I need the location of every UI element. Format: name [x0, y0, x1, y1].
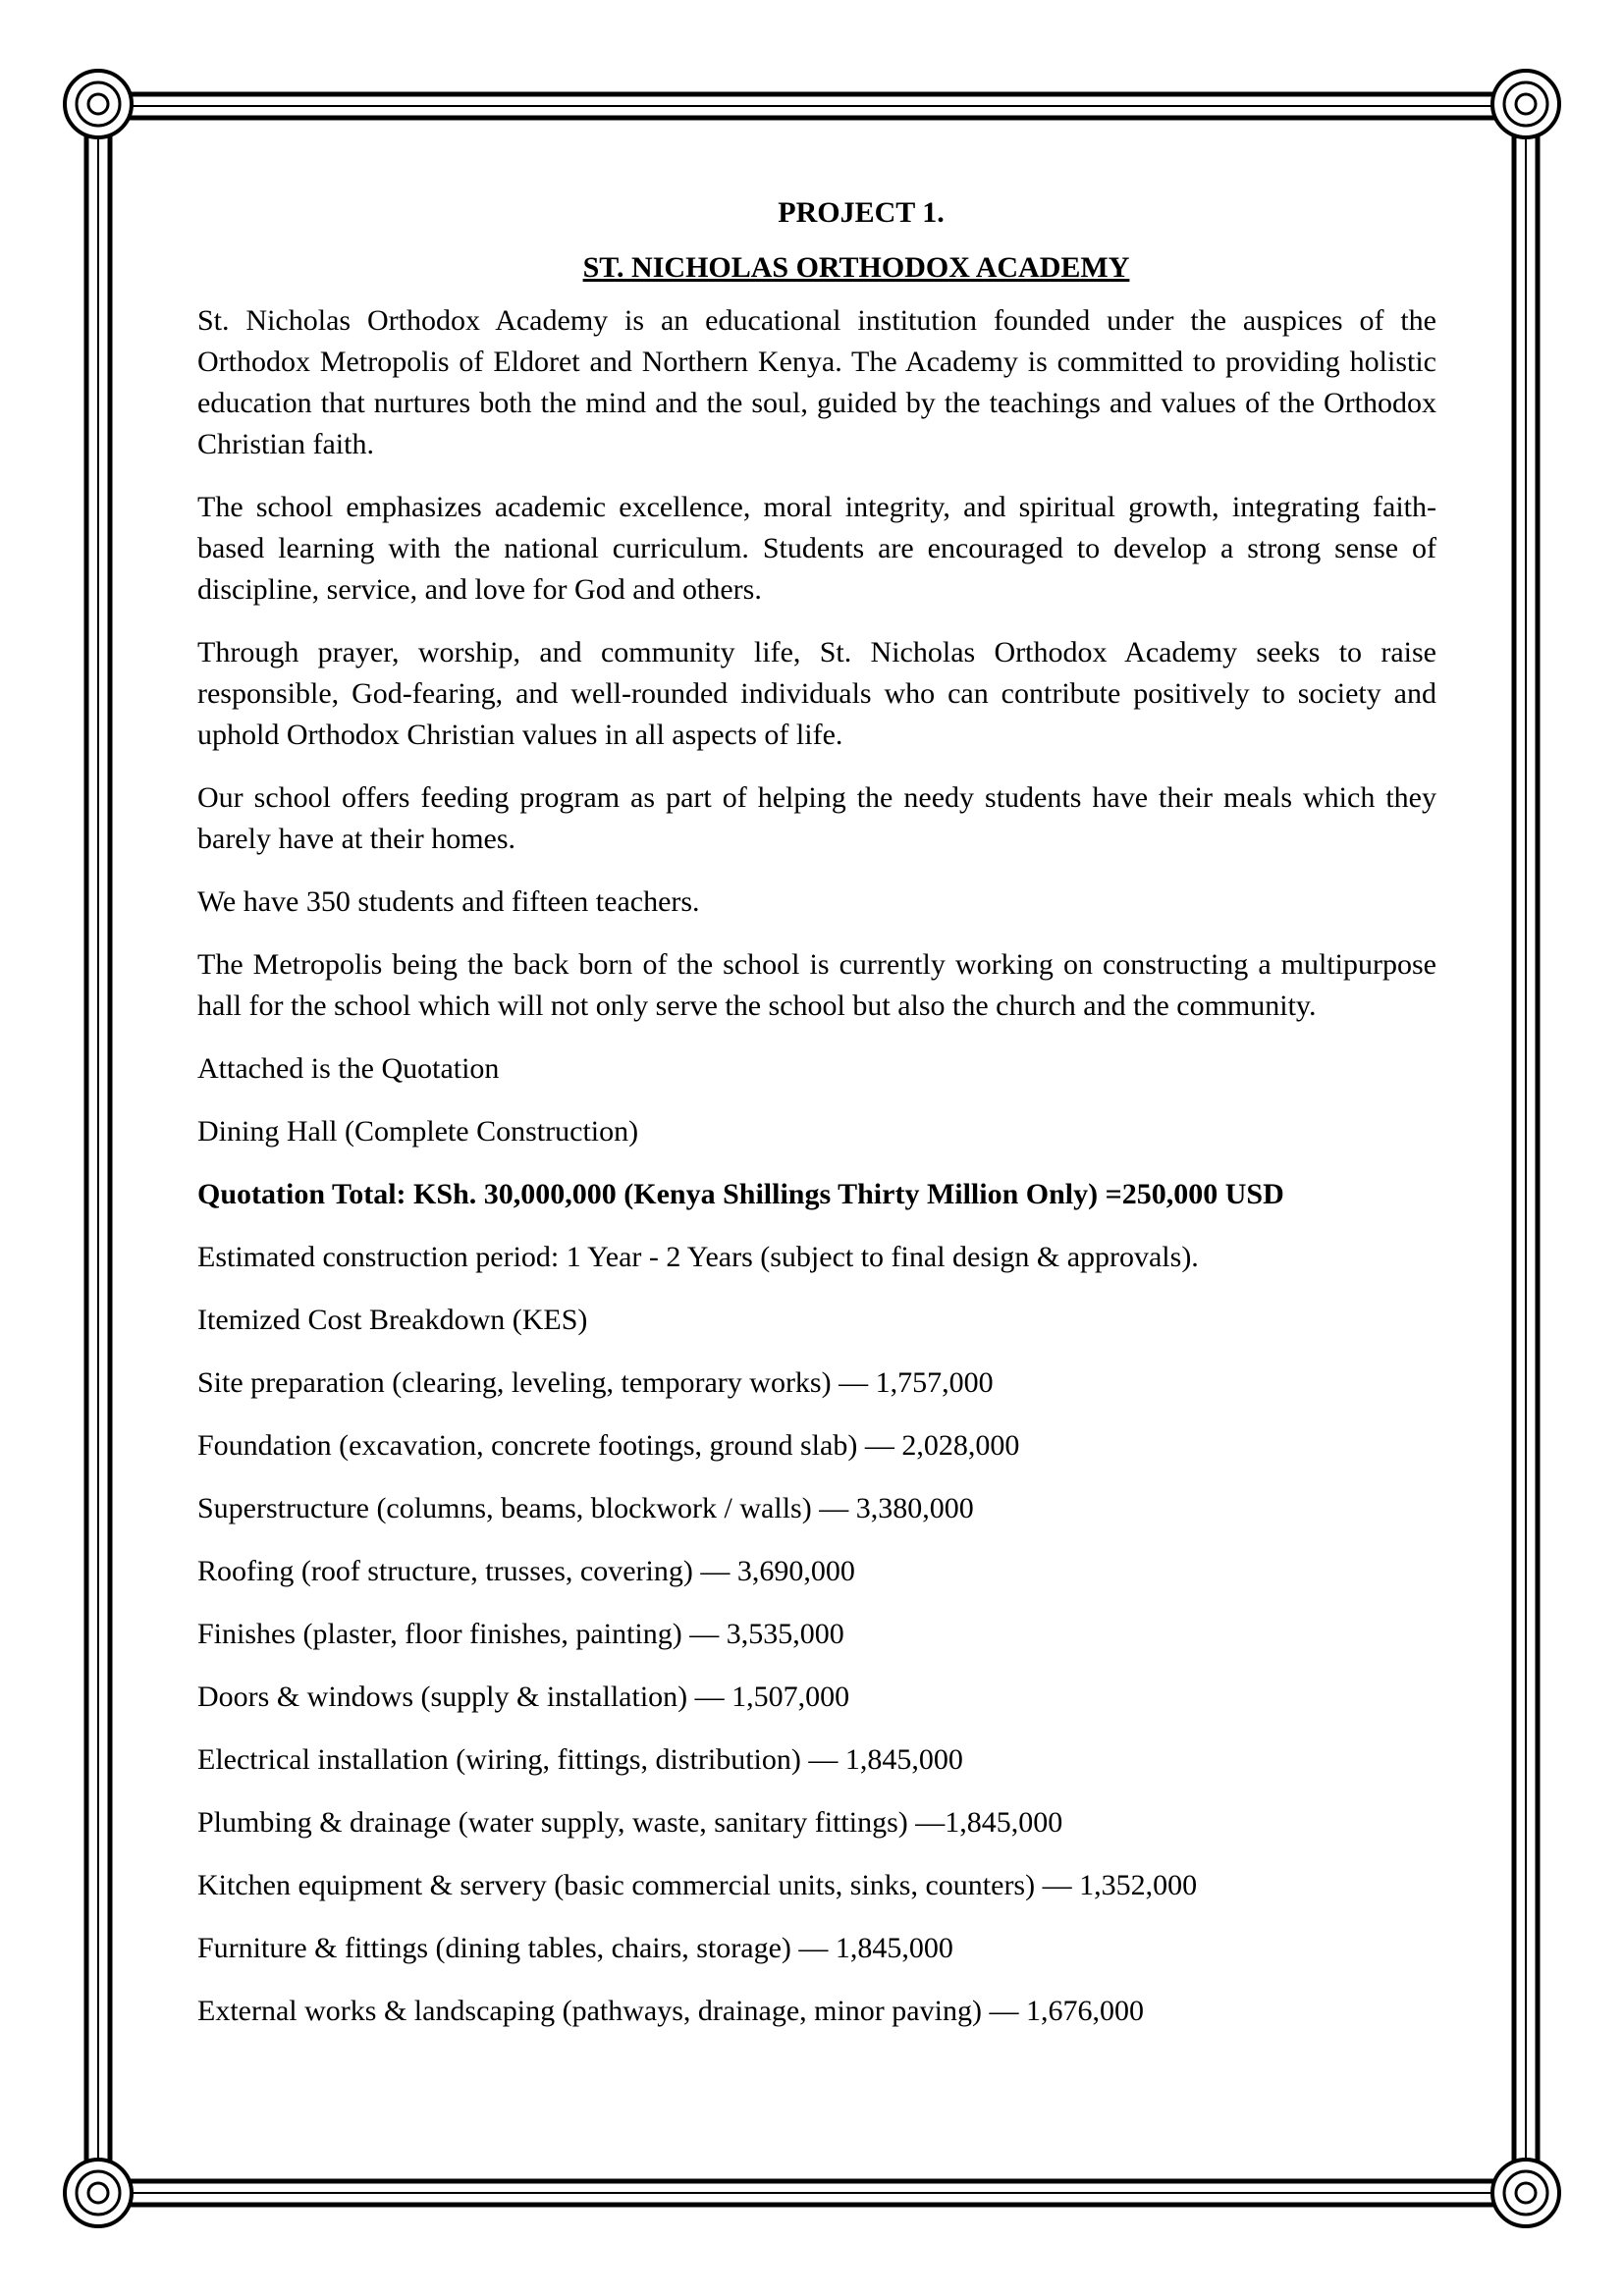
enrollment-paragraph: We have 350 students and fifteen teachers.	[197, 885, 700, 918]
corner-ornament-bottom-right	[1492, 2160, 1559, 2226]
breakdown-title: Itemized Cost Breakdown (KES)	[197, 1304, 588, 1336]
cost-item: Electrical installation (wiring, fittings, distribution) — 1,845,000	[197, 1743, 963, 1776]
cost-item: External works & landscaping (pathways, drainage, minor paving) — 1,676,000	[197, 1995, 1144, 2027]
document-body	[197, 192, 1436, 2054]
cost-item: Doors & windows (supply & installation) — 1,507,000	[197, 1681, 850, 1713]
project-heading: PROJECT 1.	[778, 196, 945, 229]
cost-item: Finishes (plaster, floor finishes, painting) — 3,535,000	[197, 1618, 844, 1650]
cost-item: Furniture & fittings (dining tables, chairs, storage) — 1,845,000	[197, 1932, 953, 1964]
corner-ornament-top-left	[65, 71, 132, 137]
cost-item: Site preparation (clearing, leveling, temporary works) — 1,757,000	[197, 1366, 994, 1399]
attached-note: Attached is the Quotation	[197, 1052, 500, 1085]
cost-item: Plumbing & drainage (water supply, waste, sanitary fittings) —1,845,000	[197, 1806, 1063, 1839]
cost-item: Foundation (excavation, concrete footings, ground slab) — 2,028,000	[197, 1429, 1020, 1462]
corner-ornament-bottom-left	[65, 2160, 132, 2226]
corner-ornament-top-right	[1492, 71, 1559, 137]
cost-item: Superstructure (columns, beams, blockwork / walls) — 3,380,000	[197, 1492, 974, 1524]
mission-paragraph: Through prayer, worship, and community life, St. Nicholas Orthodox Academy seeks to raise responsible, God-fearing, and well-rounded individuals who can contribute positively to society and uphold Orthodox Christian values in all aspects of life.	[197, 636, 1436, 751]
quotation-total: Quotation Total: KSh. 30,000,000 (Kenya Shillings Thirty Million Only) =250,000 USD	[197, 1178, 1284, 1210]
intro-paragraph: St. Nicholas Orthodox Academy is an educational institution founded under the auspices of the Orthodox Metropolis of Eldoret and Northern Kenya. The Academy is committed to providing holistic education that nurtures both the mind and the soul, guided by the teachings and values of the Orthodox Christian faith.	[197, 304, 1436, 460]
cost-item: Kitchen equipment & servery (basic commercial units, sinks, counters) — 1,352,000	[197, 1869, 1198, 1901]
construction-period: Estimated construction period: 1 Year - 2 Years (subject to final design & approvals).	[197, 1241, 1199, 1273]
construction-paragraph: The Metropolis being the back born of the school is currently working on constructing a multipurpose hall for the school which will not only serve the school but also the church and the community.	[197, 948, 1436, 1022]
cost-item: Roofing (roof structure, trusses, covering) — 3,690,000	[197, 1555, 855, 1587]
feeding-program-paragraph: Our school offers feeding program as part of helping the needy students have their meals which they barely have at their homes.	[197, 781, 1436, 855]
cost-breakdown-list	[197, 1362, 1436, 2032]
emphasis-paragraph: The school emphasizes academic excellence, moral integrity, and spiritual growth, integrating faith-based learning with the national curriculum. Students are encouraged to develop a strong sense of discipline, service, and love for God and others.	[197, 491, 1436, 606]
project-line: Dining Hall (Complete Construction)	[197, 1115, 639, 1148]
school-title: ST. NICHOLAS ORTHODOX ACADEMY	[582, 251, 1130, 284]
